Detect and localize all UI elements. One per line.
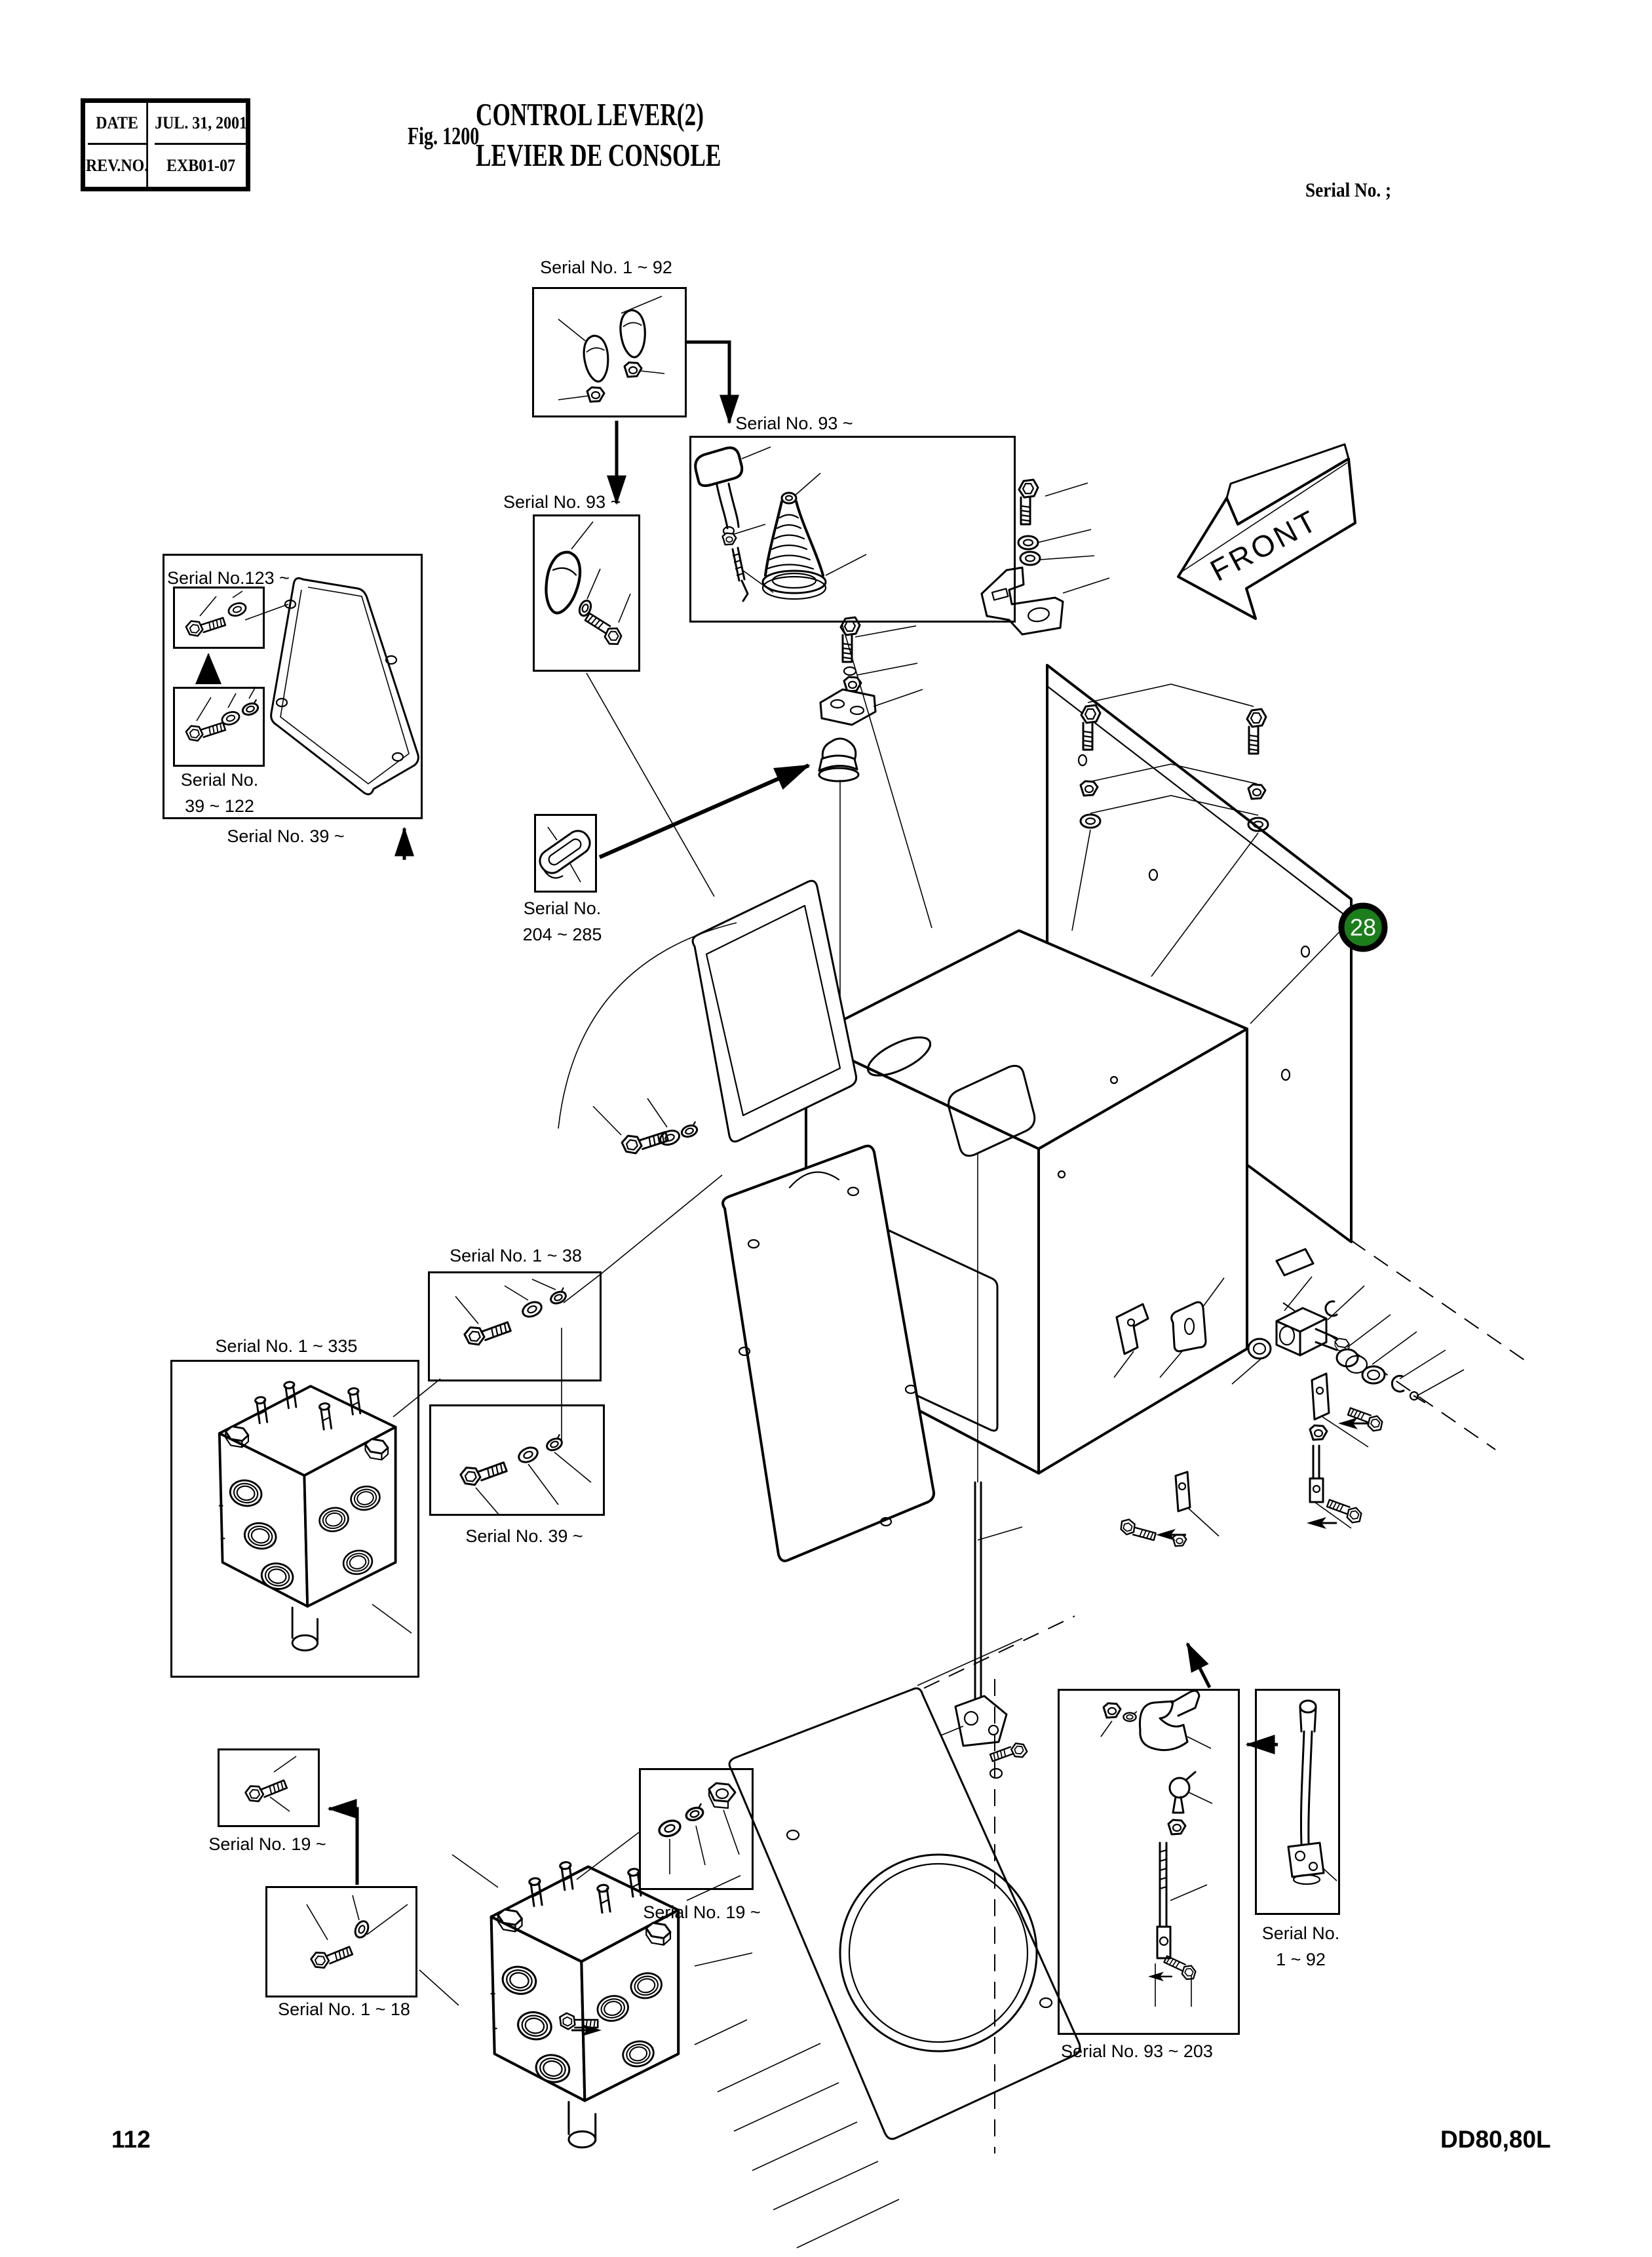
console-boot-grommet bbox=[819, 739, 858, 781]
serial-label-valve-bolt-early: Serial No. 1 ~ 18 bbox=[278, 1999, 410, 2019]
balloon-number: 28 bbox=[1349, 914, 1377, 941]
hinge-bracket-hardware bbox=[820, 617, 923, 725]
serial-label-knobs-early: Serial No. 1 ~ 92 bbox=[540, 258, 672, 277]
serial-label-grommet bbox=[497, 895, 628, 948]
callout-box-lever-assy-mid bbox=[1058, 1689, 1240, 2035]
callout-box-mount-bolt-late bbox=[429, 1404, 605, 1516]
callout-box-valve-early bbox=[170, 1360, 419, 1678]
panel-mount-bolts bbox=[593, 1098, 699, 1156]
front-direction-arrow bbox=[1178, 444, 1355, 619]
callout-box-lever-nut-late bbox=[639, 1768, 754, 1890]
date-label: DATE bbox=[88, 103, 148, 145]
firewall-panel bbox=[695, 1616, 1080, 2248]
serial-label-grommet-line2: 204 ~ 285 bbox=[522, 925, 602, 944]
serial-label-lever-assy-early-line1: Serial No. bbox=[1261, 1923, 1340, 1943]
callout-box-lever-boot bbox=[689, 436, 1016, 623]
serial-label-valve-early: Serial No. 1 ~ 335 bbox=[215, 1336, 358, 1356]
page-title-french: LEVIER DE CONSOLE bbox=[476, 137, 721, 173]
front-label: FRONT bbox=[1204, 503, 1324, 588]
serial-number-note: Serial No. ; bbox=[1305, 178, 1392, 201]
callout-box-valve-bolt-late bbox=[218, 1748, 320, 1827]
callout-box-grommet bbox=[534, 814, 597, 893]
serial-label-mount-bolt-late: Serial No. 39 ~ bbox=[465, 1526, 583, 1546]
serial-label-valve-bolt-late: Serial No. 19 ~ bbox=[208, 1834, 326, 1854]
rev-no-label: REV.NO. bbox=[88, 145, 148, 187]
serial-label-lever-assy-early-line2: 1 ~ 92 bbox=[1276, 1950, 1326, 1969]
callout-box-knobs-early bbox=[532, 287, 687, 417]
callout-box-lever-assy-early bbox=[1255, 1689, 1340, 1915]
serial-label-cover-bolt-mid-line2: 39 ~ 122 bbox=[185, 796, 254, 816]
serial-label-cover-panel: Serial No. 39 ~ bbox=[227, 826, 345, 846]
serial-label-lever-assy-early bbox=[1235, 1920, 1366, 1973]
rev-no-value: EXB01-07 bbox=[166, 156, 236, 175]
serial-label-cover-bolt-mid-line1: Serial No. bbox=[180, 770, 259, 790]
callout-box-valve-bolt-early bbox=[265, 1886, 417, 1997]
serial-label-lever-assy-mid: Serial No. 93 ~ 203 bbox=[1061, 2041, 1213, 2061]
serial-label-cover-bolt-mid bbox=[154, 767, 285, 819]
serial-label-lever-nut-late: Serial No. 19 ~ bbox=[643, 1902, 761, 1922]
serial-label-grommet-line1: Serial No. bbox=[523, 898, 602, 918]
callout-box-mount-bolt-early bbox=[428, 1271, 602, 1381]
serial-label-lever-boot: Serial No. 93 ~ bbox=[735, 414, 853, 433]
serial-label-cover-bolt-late: Serial No.123 ~ bbox=[167, 568, 290, 588]
callout-box-cover-bolt-mid bbox=[173, 687, 265, 767]
date-value: JUL. 31, 2001 bbox=[155, 103, 247, 145]
model-code: DD80,80L bbox=[1440, 2126, 1551, 2153]
callout-box-knob-late bbox=[533, 514, 640, 672]
serial-label-mount-bolt-early: Serial No. 1 ~ 38 bbox=[450, 1246, 582, 1265]
page-number: 112 bbox=[111, 2126, 151, 2153]
serial-label-knob-late: Serial No. 93 ~ bbox=[503, 492, 621, 512]
page-title-english: CONTROL LEVER(2) bbox=[476, 96, 704, 132]
callout-box-cover-bolt-late bbox=[173, 587, 265, 649]
figure-number: Fig. 1200 bbox=[408, 123, 480, 150]
